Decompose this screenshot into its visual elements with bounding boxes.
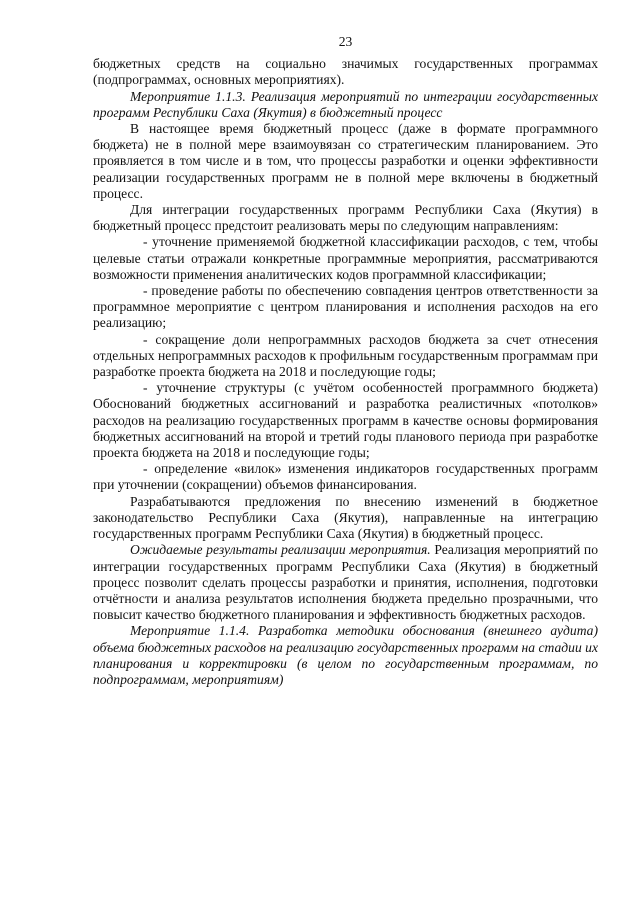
list-item-responsibility-centers: - проведение работы по обеспечению совпадения центров ответственности за программное мероприятие с центром планирования и исполнения расходов на его реализацию; [93,283,598,331]
paragraph-integration-directions: Для интеграции государственных программ Республики Саха (Якутия) в бюджетный процесс предстоит реализовать меры по следующим направлениям: [93,202,598,234]
heading-measure-1-1-4: Мероприятие 1.1.4. Разработка методики обоснования (внешнего аудита) объема бюджетных расходов на реализацию государственных программ на стадии их планирования и корректировки (в целом по государственным программам, по подпрограммам, мероприятиям) [93,623,598,687]
paragraph-current-budget-process: В настоящее время бюджетный процесс (даже в формате программного бюджета) не в полной мере взаимоувязан со стратегическим планированием. Это проявляется в том числе и в том, что процессы разработки и оценки эффективности реализации государственных программ не в полной мере включены в бюджетный процесс. [93,121,598,201]
list-item-nonprogram-expenses: - сокращение доли непрограммных расходов бюджета за счет отнесения отдельных непрограммных расходов к профильным государственным программам при разработке проекта бюджета на 2018 и последующие годы; [93,331,598,380]
list-item-structure-refinement: - уточнение структуры (с учётом особенностей программного бюджета) Обоснований бюджетных ассигнований и разработка реалистичных «потолков» расходов на реализацию государственных программ в качестве основы формирования бюджетных ассигнований на второй и третий годы планового периода при разработке проекта бюджета на 2018 и последующие годы; [93,380,598,461]
heading-measure-1-1-3: Мероприятие 1.1.3. Реализация мероприятий по интеграции государственных программ Республики Саха (Якутия) в бюджетный процесс [93,88,598,120]
document-page [93,34,598,688]
page-number: 23 [338,34,353,49]
list-item-classification: - уточнение применяемой бюджетной классификации расходов, с тем, чтобы целевые статьи отражали конкретные программные мероприятия, рассматриваются возможности применения аналитических кодов программной классификации; [93,234,598,282]
paragraph-expected-results [93,542,598,623]
expected-results-label: Ожидаемые результаты реализации мероприятия. [130,542,431,558]
paragraph-legislation-proposals: Разрабатываются предложения по внесению изменений в бюджетное законодательство Республики Саха (Якутия), направленные на интеграцию государственных программ Республики Саха (Якутия) в бюджетный процесс. [93,493,598,542]
expected-results-text: Реализация мероприятий по интеграции государственных программ Республики Саха (Якутия) в бюджетный процесс позволит сделать процессы разработки и принятия, исполнения, подготовки отчётности и анализа результатов исполнения бюджета предельно прозрачными, что повысит качество бюджетного планирования и эффективность бюджетных расходов. [93,542,598,623]
paragraph-budget-funds: бюджетных средств на социально значимых государственных программах (подпрограммах, основных мероприятиях). [93,56,598,88]
list-item-indicator-forks: - определение «вилок» изменения индикаторов государственных программ при уточнении (сокращении) объемов финансирования. [93,461,598,493]
